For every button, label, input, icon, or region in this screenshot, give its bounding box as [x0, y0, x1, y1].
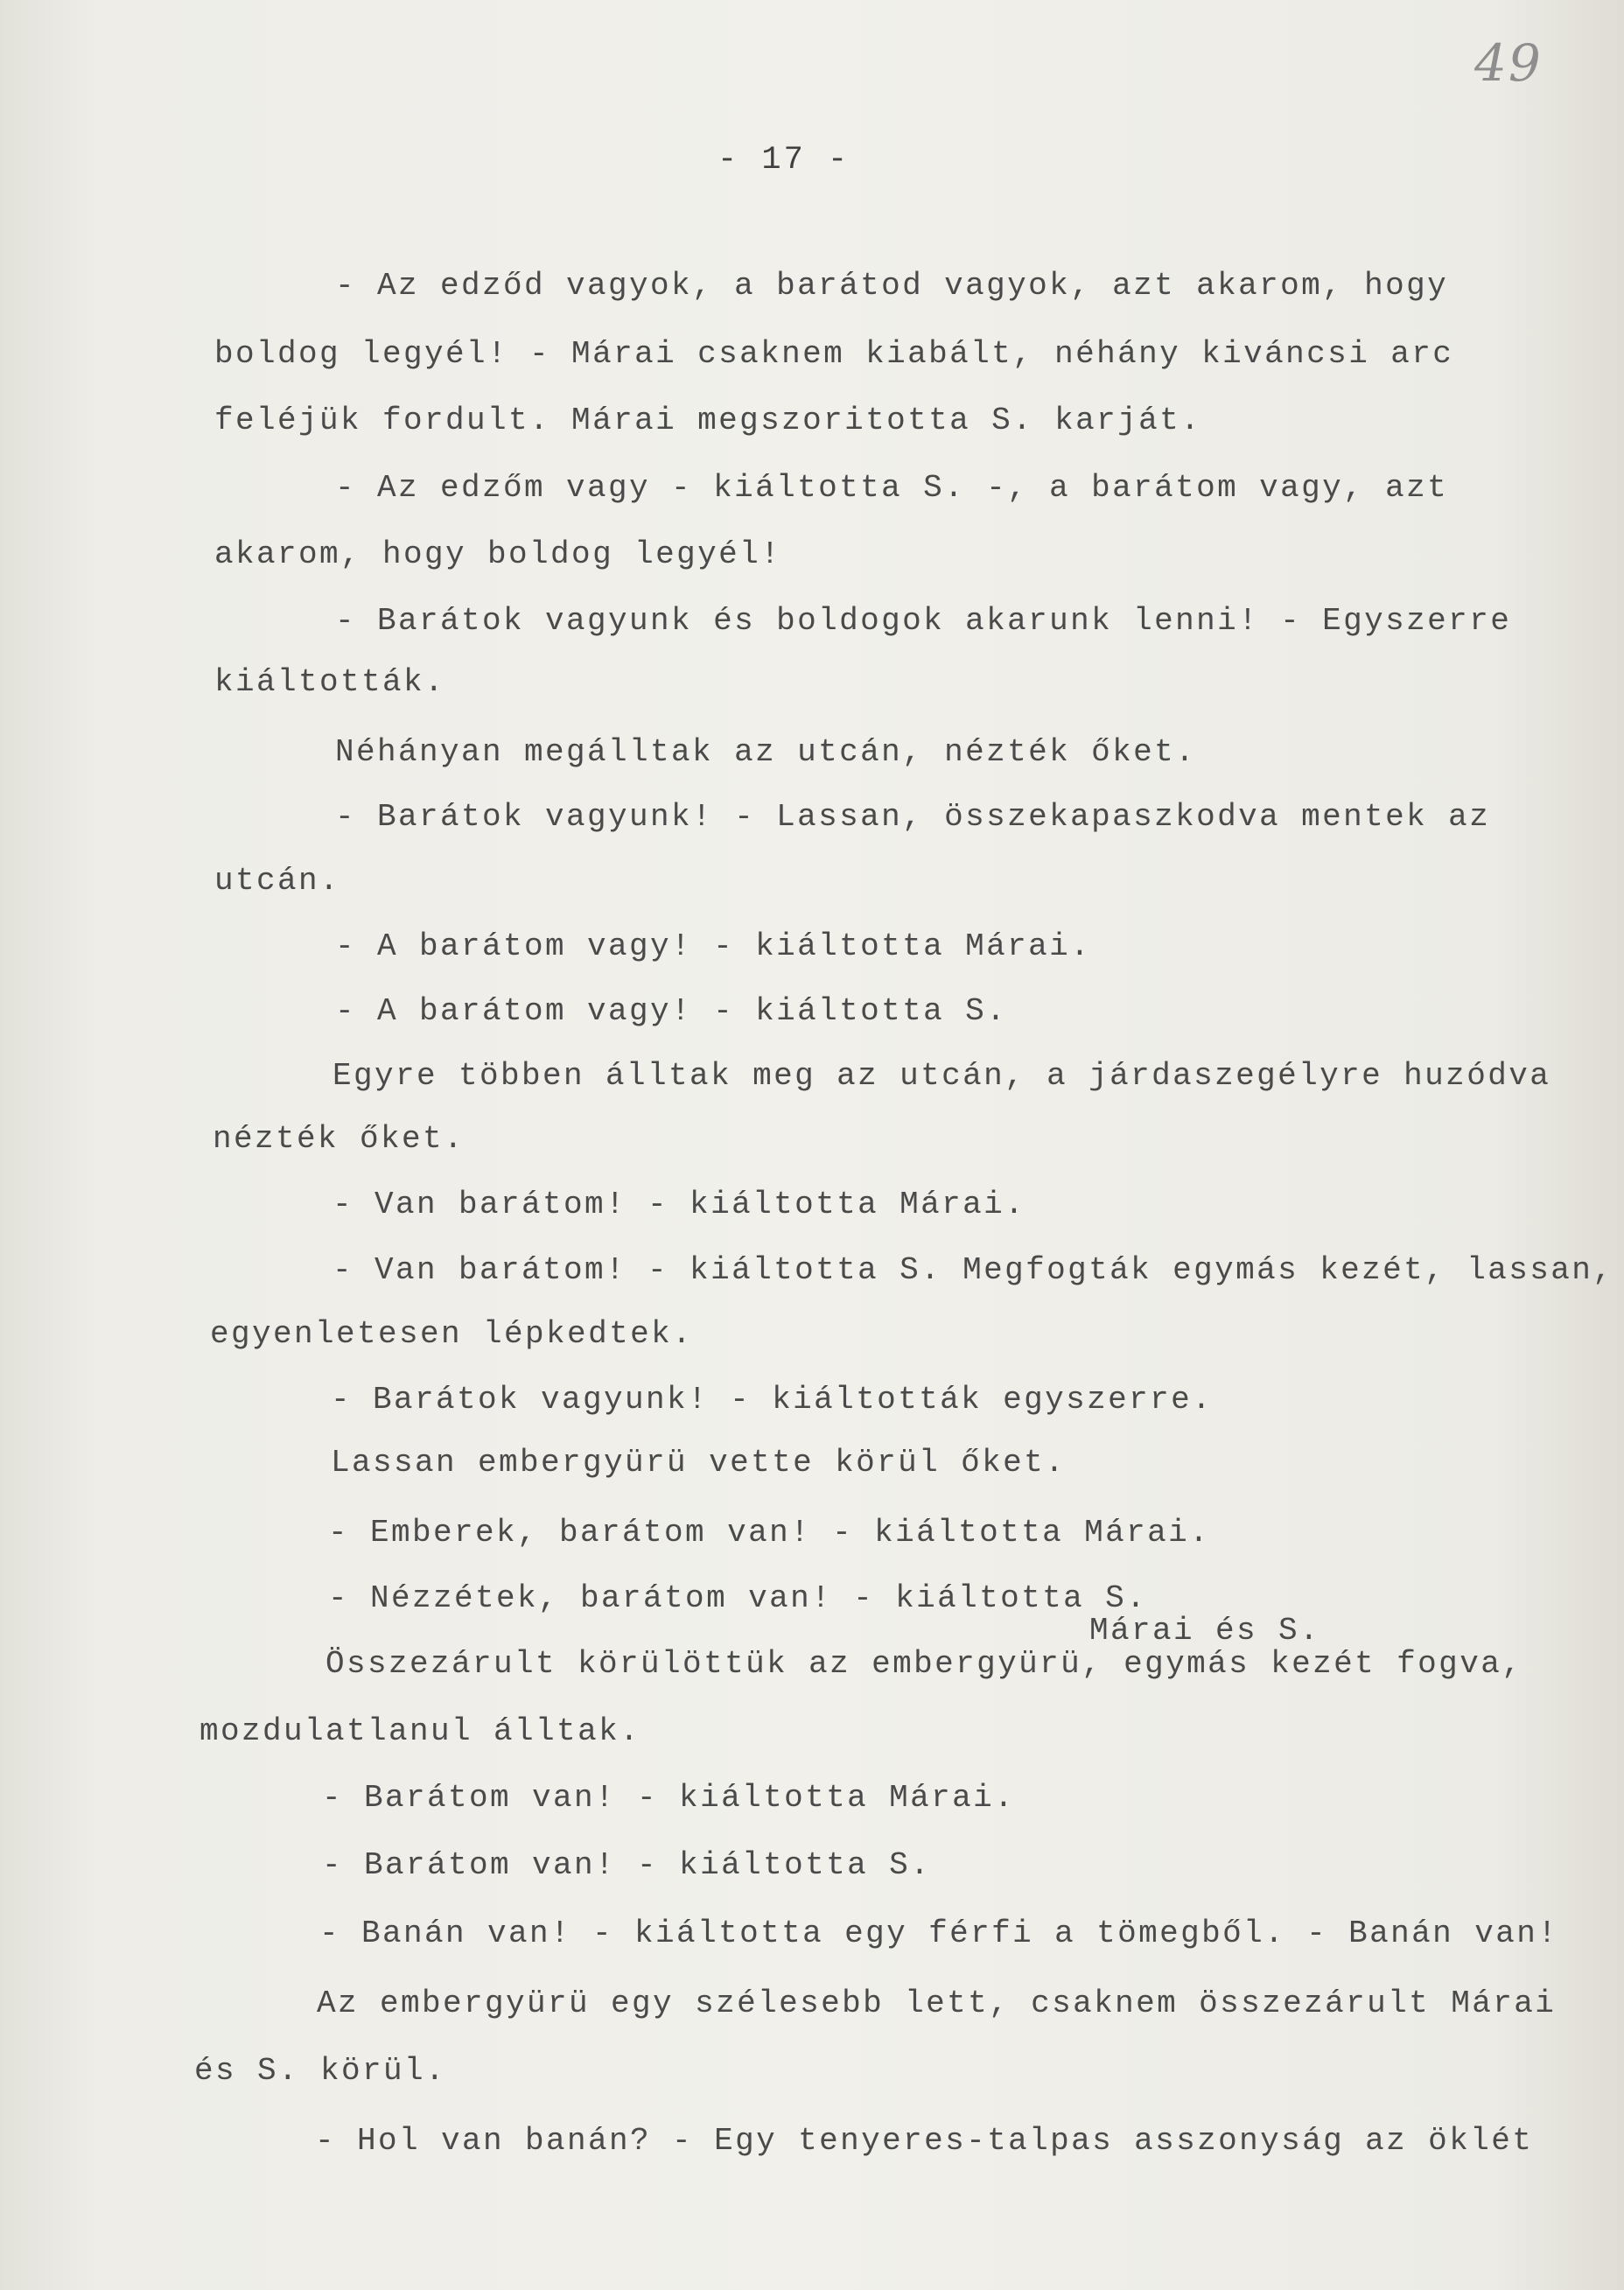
text-line: akarom, hogy boldog legyél!: [214, 536, 782, 572]
text-line: - Az edződ vagyok, a barátod vagyok, azt akarom, hogy: [335, 268, 1449, 304]
text-line: - Nézzétek, barátom van! - kiáltotta S.: [328, 1580, 1148, 1616]
text-line: - A barátom vagy! - kiáltotta Márai.: [335, 928, 1092, 964]
text-line: Néhányan megálltak az utcán, nézték őket.: [335, 734, 1197, 770]
text-line: - Van barátom! - kiáltotta S. Megfogták egymás kezét, lassan,: [332, 1252, 1614, 1288]
text-line: - Emberek, barátom van! - kiáltotta Márai.: [328, 1515, 1211, 1551]
text-line: boldog legyél! - Márai csaknem kiabált, néhány kiváncsi arc: [214, 336, 1454, 372]
text-line: egyenletesen lépkedtek.: [210, 1316, 694, 1352]
text-line: - Barátok vagyunk! - kiáltották egyszerre.: [331, 1382, 1214, 1418]
pencil-folio-number: 49: [1474, 33, 1543, 93]
text-line: feléjük fordult. Márai megszoritotta S. karját.: [214, 403, 1202, 438]
text-line: - Barátom van! - kiáltotta S.: [322, 1847, 932, 1883]
text-line: utcán.: [214, 863, 341, 899]
text-line: Egyre többen álltak meg az utcán, a járdaszegélyre huzódva: [332, 1058, 1551, 1094]
text-line: - Barátok vagyunk és boldogok akarunk lenni! - Egyszerre: [335, 603, 1512, 639]
text-line: Lassan embergyürü vette körül őket.: [331, 1445, 1067, 1481]
page-number: - 17 -: [718, 142, 850, 179]
interlinear-insertion: Márai és S.: [1089, 1613, 1321, 1649]
text-line: kiáltották.: [214, 664, 446, 700]
text-line: Az embergyürü egy szélesebb lett, csaknem összezárult Márai: [317, 1985, 1557, 2021]
text-line: mozdulatlanul álltak.: [200, 1713, 641, 1749]
text-line: - Barátok vagyunk! - Lassan, összekapaszkodva mentek az: [335, 799, 1491, 835]
text-line: - Banán van! - kiáltotta egy férfi a tömegből. - Banán van!: [319, 1915, 1559, 1951]
text-line: Összezárult körülöttük az embergyürü, egymás kezét fogva,: [326, 1646, 1523, 1682]
text-line: - Az edzőm vagy - kiáltotta S. -, a barátom vagy, azt: [335, 470, 1449, 506]
text-line: - Hol van banán? - Egy tenyeres-talpas asszonyság az öklét: [315, 2123, 1534, 2159]
text-line: és S. körül.: [194, 2053, 447, 2089]
text-line: - A barátom vagy! - kiáltotta S.: [335, 993, 1008, 1029]
text-line: - Barátom van! - kiáltotta Márai.: [322, 1780, 1016, 1816]
text-line: nézték őket.: [213, 1121, 466, 1157]
text-line: - Van barátom! - kiáltotta Márai.: [332, 1187, 1026, 1222]
